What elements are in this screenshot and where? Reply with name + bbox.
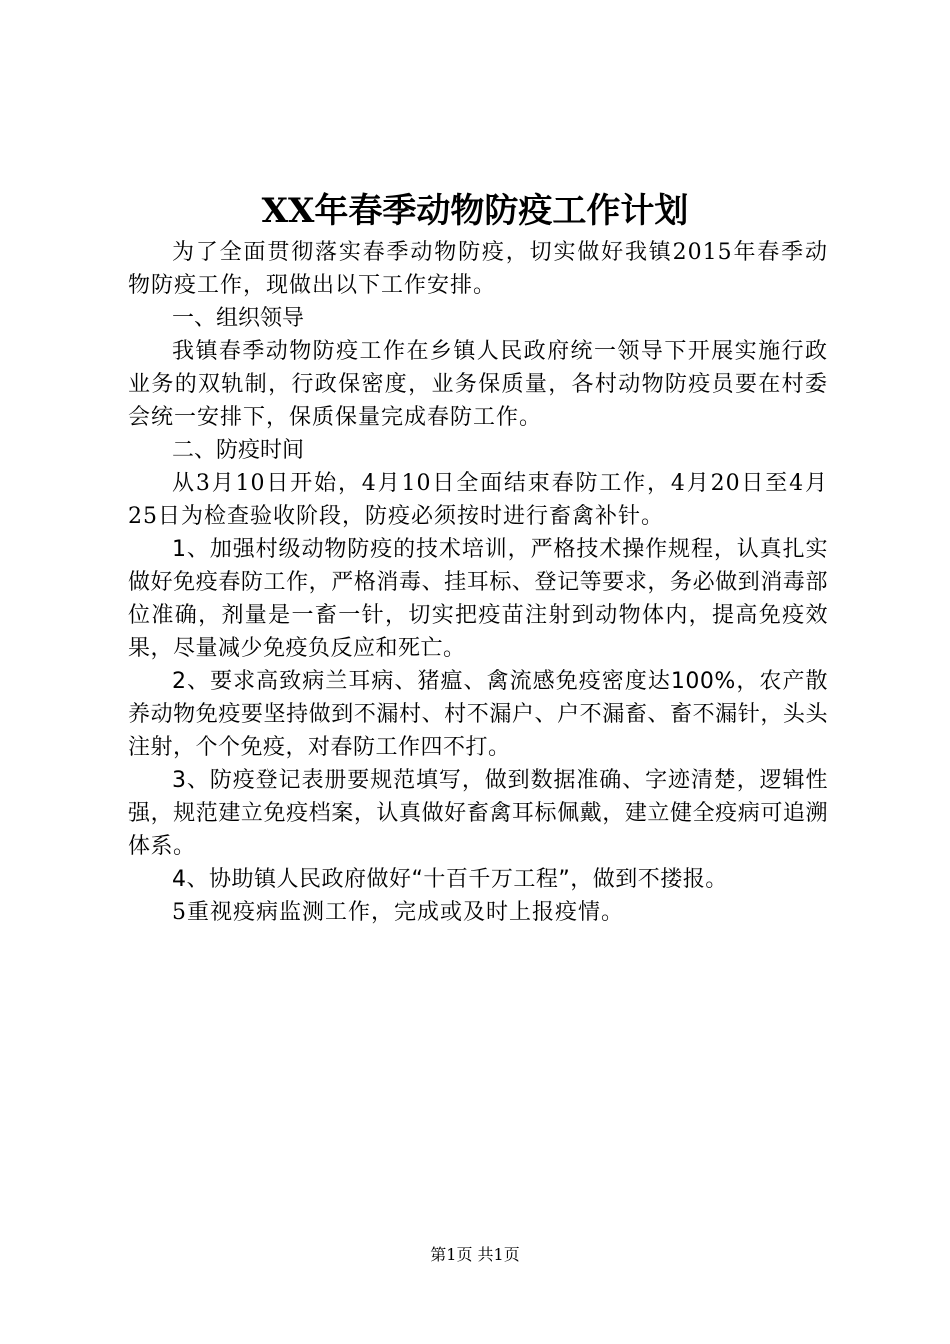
item3-paragraph: 3、防疫登记表册要规范填写，做到数据准确、字迹清楚，逻辑性强，规范建立免疫档案，认真做好畜禽耳标佩戴，建立健全疫病可追溯体系。 xyxy=(128,768,828,859)
document-title: XX年春季动物防疫工作计划 xyxy=(261,191,689,231)
section2-paragraph: 从3月10日开始，4月10日全面结束春防工作，4月20日至4月25日为检查验收阶段，防疫必须按时进行畜禽补针。 xyxy=(128,471,828,529)
item1-paragraph: 1、加强村级动物防疫的技术培训，严格技术操作规程，认真扎实做好免疫春防工作，严格消毒、挂耳标、登记等要求，务必做到消毒部位准确，剂量是一畜一针，切实把疫苗注射到动物体内，提高免疫效果，尽量减少免疫负反应和死亡。 xyxy=(128,537,828,661)
item4-paragraph: 4、协助镇人民政府做好“十百千万工程”，做到不搂报。 xyxy=(172,867,728,892)
section2-heading: 二、防疫时间 xyxy=(172,438,305,463)
item5-paragraph: 5重视疫病监测工作，完成或及时上报疫情。 xyxy=(172,900,624,925)
section1-paragraph: 我镇春季动物防疫工作在乡镇人民政府统一领导下开展实施行政业务的双轨制，行政保密度，业务保质量，各村动物防疫员要在村委会统一安排下，保质保量完成春防工作。 xyxy=(128,339,828,430)
document-body xyxy=(128,236,828,929)
intro-paragraph: 为了全面贯彻落实春季动物防疫，切实做好我镇2015年春季动物防疫工作，现做出以下工作安排。 xyxy=(128,240,828,298)
page-footer: 第1页 共1页 xyxy=(430,1245,520,1264)
section1-heading: 一、组织领导 xyxy=(172,306,305,331)
item2-paragraph: 2、要求高致病兰耳病、猪瘟、禽流感免疫密度达100%，农产散养动物免疫要坚持做到不漏村、村不漏户、户不漏畜、畜不漏针，头头注射，个个免疫，对春防工作四不打。 xyxy=(128,669,828,760)
